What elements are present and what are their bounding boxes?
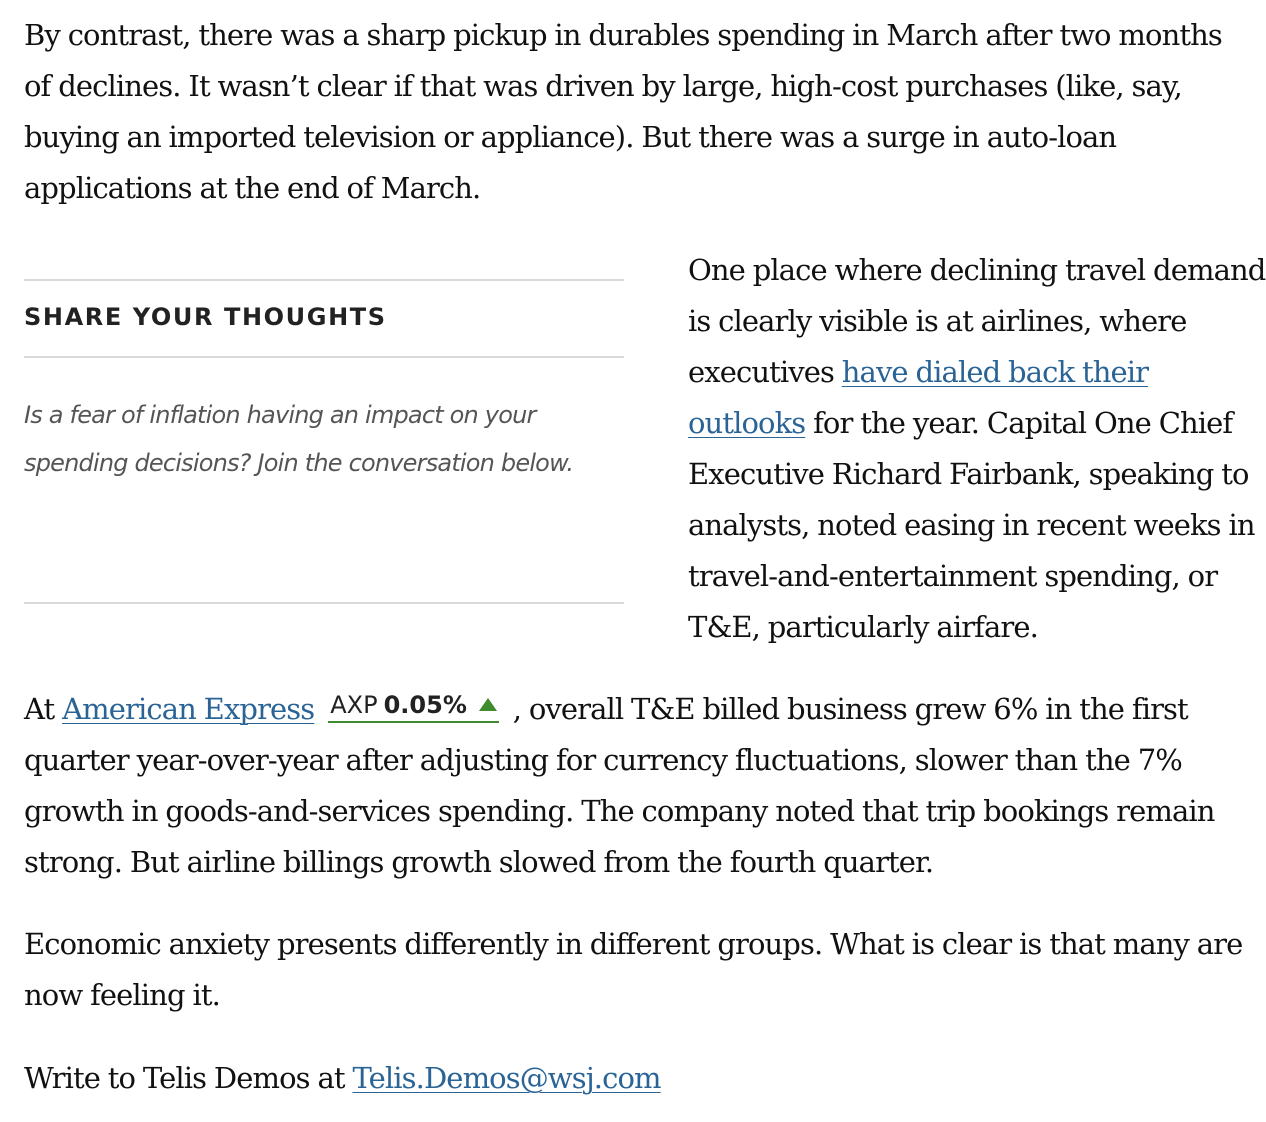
paragraph-amex-text-before: At <box>24 692 63 726</box>
paragraph-airlines-text-before: One place where declining travel demand is clearly visible is at airlines, where executives <box>688 253 1266 389</box>
up-arrow-icon <box>479 698 497 711</box>
author-contact-line <box>24 1053 1254 1104</box>
paragraph-anxiety: Economic anxiety presents differently in different groups. What is clear is that many are now feeling it. <box>24 927 1243 1012</box>
share-title: SHARE YOUR THOUGHTS <box>24 303 387 331</box>
paragraph-amex-text-after: , overall T&E billed business grew 6% in the first quarter year-over-year after adjusting for currency fluctuations, slower than the 7% growth in goods-and-services spending. The company noted that trip bookings remain strong. But airline billings growth slowed from the fourth quarter. <box>24 692 1215 879</box>
paragraph-airlines <box>688 245 1266 653</box>
ticker-symbol: AXP <box>330 691 378 719</box>
paragraph-durables: By contrast, there was a sharp pickup in durables spending in March after two months of declines. It wasn’t clear if that was driven by large, high-cost purchases (like, say, buying an imported television or appliance). But there was a surge in auto-loan applications at the end of March. <box>24 18 1222 205</box>
share-divider <box>24 356 624 358</box>
author-email-link[interactable]: Telis.Demos@wsj.com <box>352 1061 661 1095</box>
author-contact-text: Write to Telis Demos at <box>24 1061 353 1095</box>
axp-ticker-chip[interactable] <box>328 691 499 723</box>
paragraph-amex <box>24 684 1254 888</box>
share-your-thoughts-box <box>24 279 624 604</box>
ticker-change: 0.05% <box>383 691 467 719</box>
share-prompt: Is a fear of inflation having an impact on your spending decisions? Join the conversation below. <box>24 401 574 477</box>
american-express-link[interactable]: American Express <box>62 692 315 726</box>
dialed-back-outlooks-link[interactable]: have dialed back their outlooks <box>688 355 1149 440</box>
paragraph-airlines-text-after: for the year. Capital One Chief Executive Richard Fairbank, speaking to analysts, noted easing in recent weeks in travel-and-entertainment spending, or T&E, particularly airfare. <box>688 406 1255 644</box>
